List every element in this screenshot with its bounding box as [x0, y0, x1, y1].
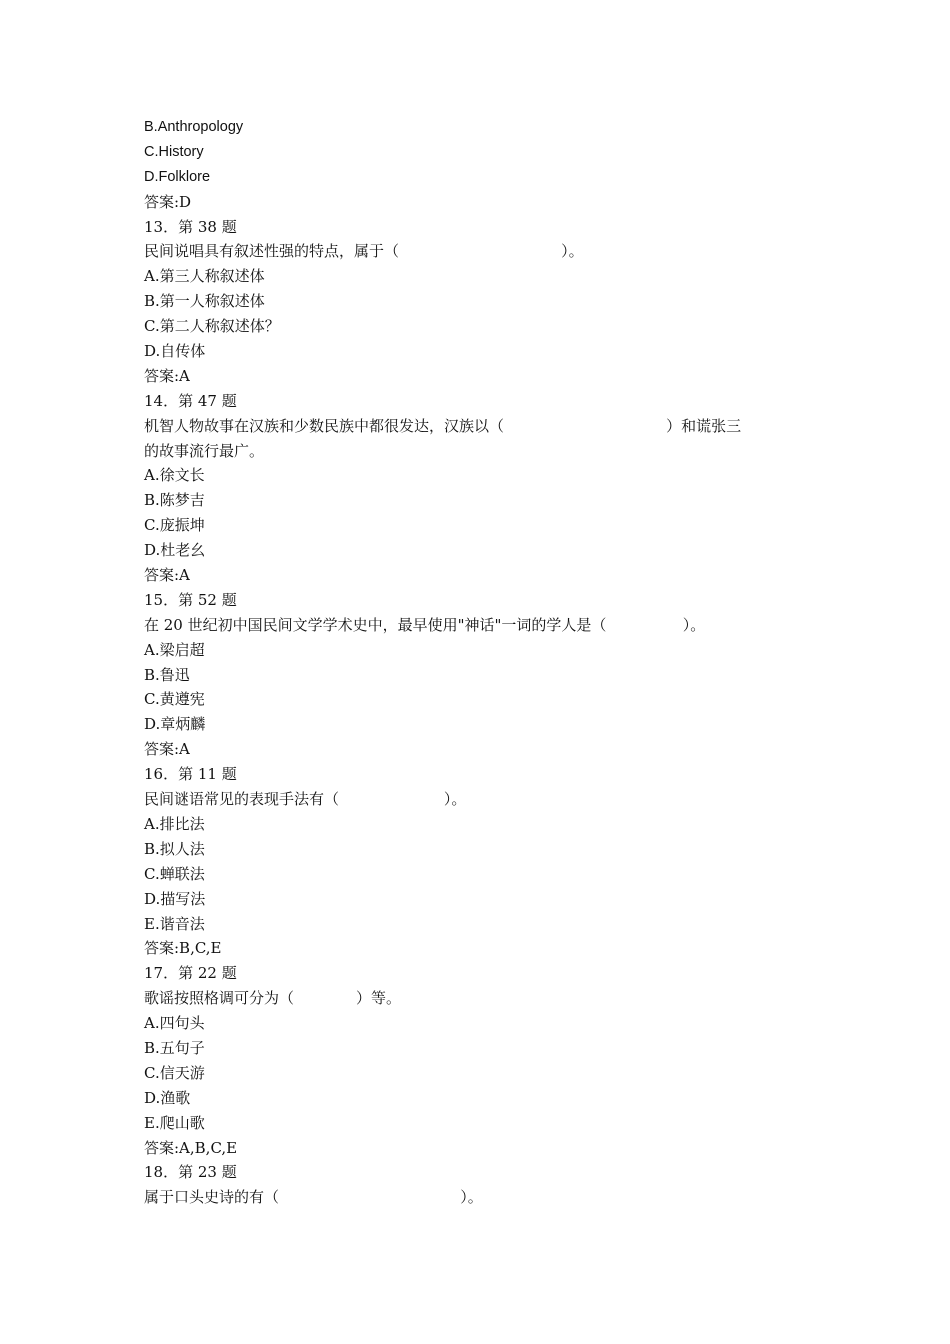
question-heading: 18．第 23 题: [144, 1163, 237, 1182]
option-line: D.渔歌: [144, 1088, 191, 1107]
question-text: 歌谣按照格调可分为（ ）等。: [144, 989, 401, 1008]
question-heading: 17．第 22 题: [144, 964, 237, 983]
question-text: 民间谜语常见的表现手法有（ ）。: [144, 790, 467, 809]
question-heading: 13．第 38 题: [144, 217, 237, 236]
question-text: 在 20 世纪初中国民间文学学术史中，最早使用"神话"一词的学人是（ ）。: [144, 615, 706, 634]
question-text: 属于口头史诗的有（ ）。: [144, 1188, 483, 1207]
option-line: B.陈梦吉: [144, 491, 205, 510]
option-line: E.爬山歌: [144, 1113, 205, 1132]
question-heading: 16．第 11 题: [144, 765, 237, 784]
option-line: A.第三人称叙述体: [144, 267, 265, 286]
option-line: B.鲁迅: [144, 665, 190, 684]
answer-line: 答案:A: [144, 740, 190, 759]
answer-line: 答案:A: [144, 366, 190, 385]
option-line: E.谐音法: [144, 914, 205, 933]
question-heading: 14．第 47 题: [144, 391, 237, 410]
option-line: B.五句子: [144, 1038, 205, 1057]
answer-line: 答案:A,B,C,E: [144, 1138, 238, 1157]
option-line: C.信天游: [144, 1063, 205, 1082]
document-page: [144, 115, 824, 1210]
question-text: 民间说唱具有叙述性强的特点，属于（ ）。: [144, 242, 584, 261]
option-line: A.徐文长: [144, 466, 205, 485]
option-line: C.黄遵宪: [144, 690, 205, 709]
answer-line: 答案:A: [144, 566, 190, 585]
option-line: A.梁启超: [144, 640, 205, 659]
option-line: C.蝉联法: [144, 864, 205, 883]
option-line: A.排比法: [144, 814, 205, 833]
option-line: C.庞振坤: [144, 516, 205, 535]
option-line: A.四句头: [144, 1014, 205, 1033]
option-line: C.第二人称叙述体？: [144, 317, 280, 336]
option-line: D.Folklore: [144, 168, 211, 185]
option-line: B.第一人称叙述体: [144, 292, 265, 311]
option-line: D.自传体: [144, 342, 206, 361]
option-line: D.章炳麟: [144, 715, 206, 734]
option-line: B.拟人法: [144, 839, 205, 858]
option-line: D.杜老幺: [144, 541, 206, 560]
answer-line: 答案:B,C,E: [144, 939, 222, 958]
option-line: C.History: [144, 143, 204, 160]
option-line: D.描写法: [144, 889, 206, 908]
option-line: B.Anthropology: [144, 119, 244, 135]
question-text: 机智人物故事在汉族和少数民族中都很发达，汉族以（ ）和谎张三: [144, 416, 742, 435]
answer-line: 答案:D: [144, 192, 192, 211]
question-text: 的故事流行最广。: [144, 441, 265, 460]
question-heading: 15．第 52 题: [144, 590, 237, 609]
